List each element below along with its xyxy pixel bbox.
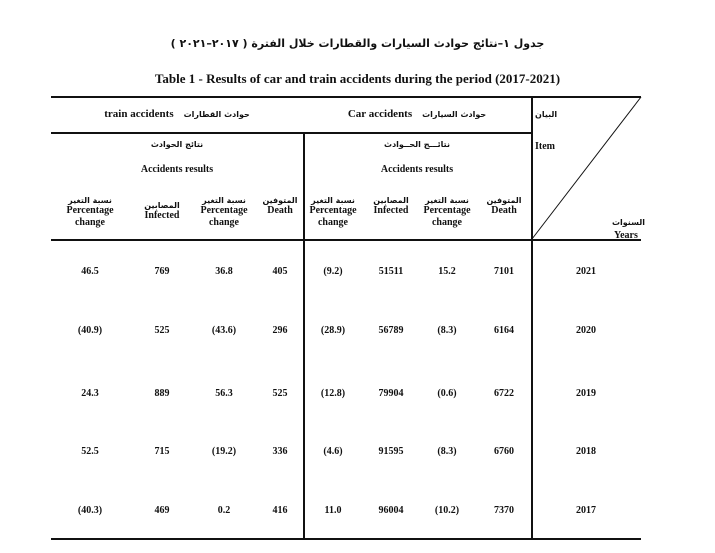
train-death: 405: [272, 266, 288, 277]
car-results-en: Accidents results: [380, 164, 454, 175]
train-death-pct: (43.6): [211, 325, 237, 336]
train-infected: 469: [154, 505, 170, 516]
train-results-en: Accidents results: [140, 164, 214, 175]
car-infected: 91595: [378, 446, 404, 457]
car-infected-pct: (4.6): [323, 446, 343, 457]
train-results-ar: نتائج الحوادث: [150, 140, 204, 149]
col-car-death-pct: نسبة التغير Percentage change: [423, 196, 471, 228]
train-accidents-header: [104, 108, 250, 120]
car-death-pct: 15.2: [438, 266, 456, 277]
train-infected: 525: [154, 325, 170, 336]
car-infected-pct: 11.0: [324, 505, 342, 516]
year: 2021: [576, 266, 596, 277]
car-death: 7101: [494, 266, 514, 277]
car-accidents-ar: حوادث السيارات: [422, 109, 487, 119]
year: 2019: [576, 388, 596, 399]
car-accidents-en: Car accidents: [347, 108, 413, 120]
train-death-pct: 56.3: [215, 388, 233, 399]
train-death: 336: [272, 446, 288, 457]
car-infected: 96004: [378, 505, 404, 516]
car-infected: 56789: [378, 325, 404, 336]
train-infected: 889: [154, 388, 170, 399]
col-train-death: المتوفين Death: [262, 196, 298, 216]
col-train-death-pct: نسبة التغير Percentage change: [200, 196, 248, 228]
car-death: 6760: [494, 446, 514, 457]
car-infected-pct: (28.9): [320, 325, 346, 336]
car-death-pct: (8.3): [437, 325, 457, 336]
corner-item-ar: البيان: [535, 110, 558, 119]
train-infected: 769: [154, 266, 170, 277]
train-death: 296: [272, 325, 288, 336]
train-death-pct: (19.2): [211, 446, 237, 457]
train-infected-pct: 52.5: [81, 446, 99, 457]
corner-years-ar: السنوات: [612, 218, 645, 227]
title-english: Table 1 - Results of car and train accidents during the period (2017-2021): [154, 71, 561, 86]
car-death: 6722: [494, 388, 514, 399]
car-infected-pct: (12.8): [320, 388, 346, 399]
corner-years-en: Years: [614, 230, 638, 241]
year: 2020: [576, 325, 596, 336]
year: 2017: [576, 505, 596, 516]
train-death: 525: [272, 388, 288, 399]
car-death-pct: (0.6): [437, 388, 457, 399]
train-infected-pct: (40.9): [77, 325, 103, 336]
train-accidents-ar: حوادث القطارات: [183, 109, 250, 119]
car-results-ar: نتائـــج الحــوادث: [384, 140, 450, 149]
title-arabic: جدول ١–نتائج حوادث السيارات والقطارات خلال الفترة ( ٢٠١٧–٢٠٢١ ): [170, 37, 545, 50]
car-death-pct: (10.2): [434, 505, 460, 516]
col-car-infected: المصابين Infected: [373, 196, 409, 216]
car-death: 7370: [494, 505, 514, 516]
col-car-infected-pct: نسبة التغير Percentage change: [309, 196, 357, 228]
train-infected: 715: [154, 446, 170, 457]
train-accidents-en: train accidents: [104, 108, 174, 120]
train-infected-pct: (40.3): [77, 505, 103, 516]
year: 2018: [576, 446, 596, 457]
car-infected: 51511: [378, 266, 404, 277]
col-train-infected: المصابين Infected: [144, 201, 180, 221]
car-death-pct: (8.3): [437, 446, 457, 457]
train-death-pct: 0.2: [217, 505, 231, 516]
col-train-infected-pct: نسبة التغير Percentage change: [66, 196, 114, 228]
corner-item-en: Item: [535, 141, 555, 152]
car-death: 6164: [494, 325, 514, 336]
train-death: 416: [272, 505, 288, 516]
col-car-death: المتوفين Death: [486, 196, 522, 216]
car-infected: 79904: [378, 388, 404, 399]
train-death-pct: 36.8: [215, 266, 233, 277]
car-infected-pct: (9.2): [323, 266, 343, 277]
car-accidents-header: [348, 108, 486, 120]
train-infected-pct: 46.5: [81, 266, 99, 277]
train-infected-pct: 24.3: [81, 388, 99, 399]
